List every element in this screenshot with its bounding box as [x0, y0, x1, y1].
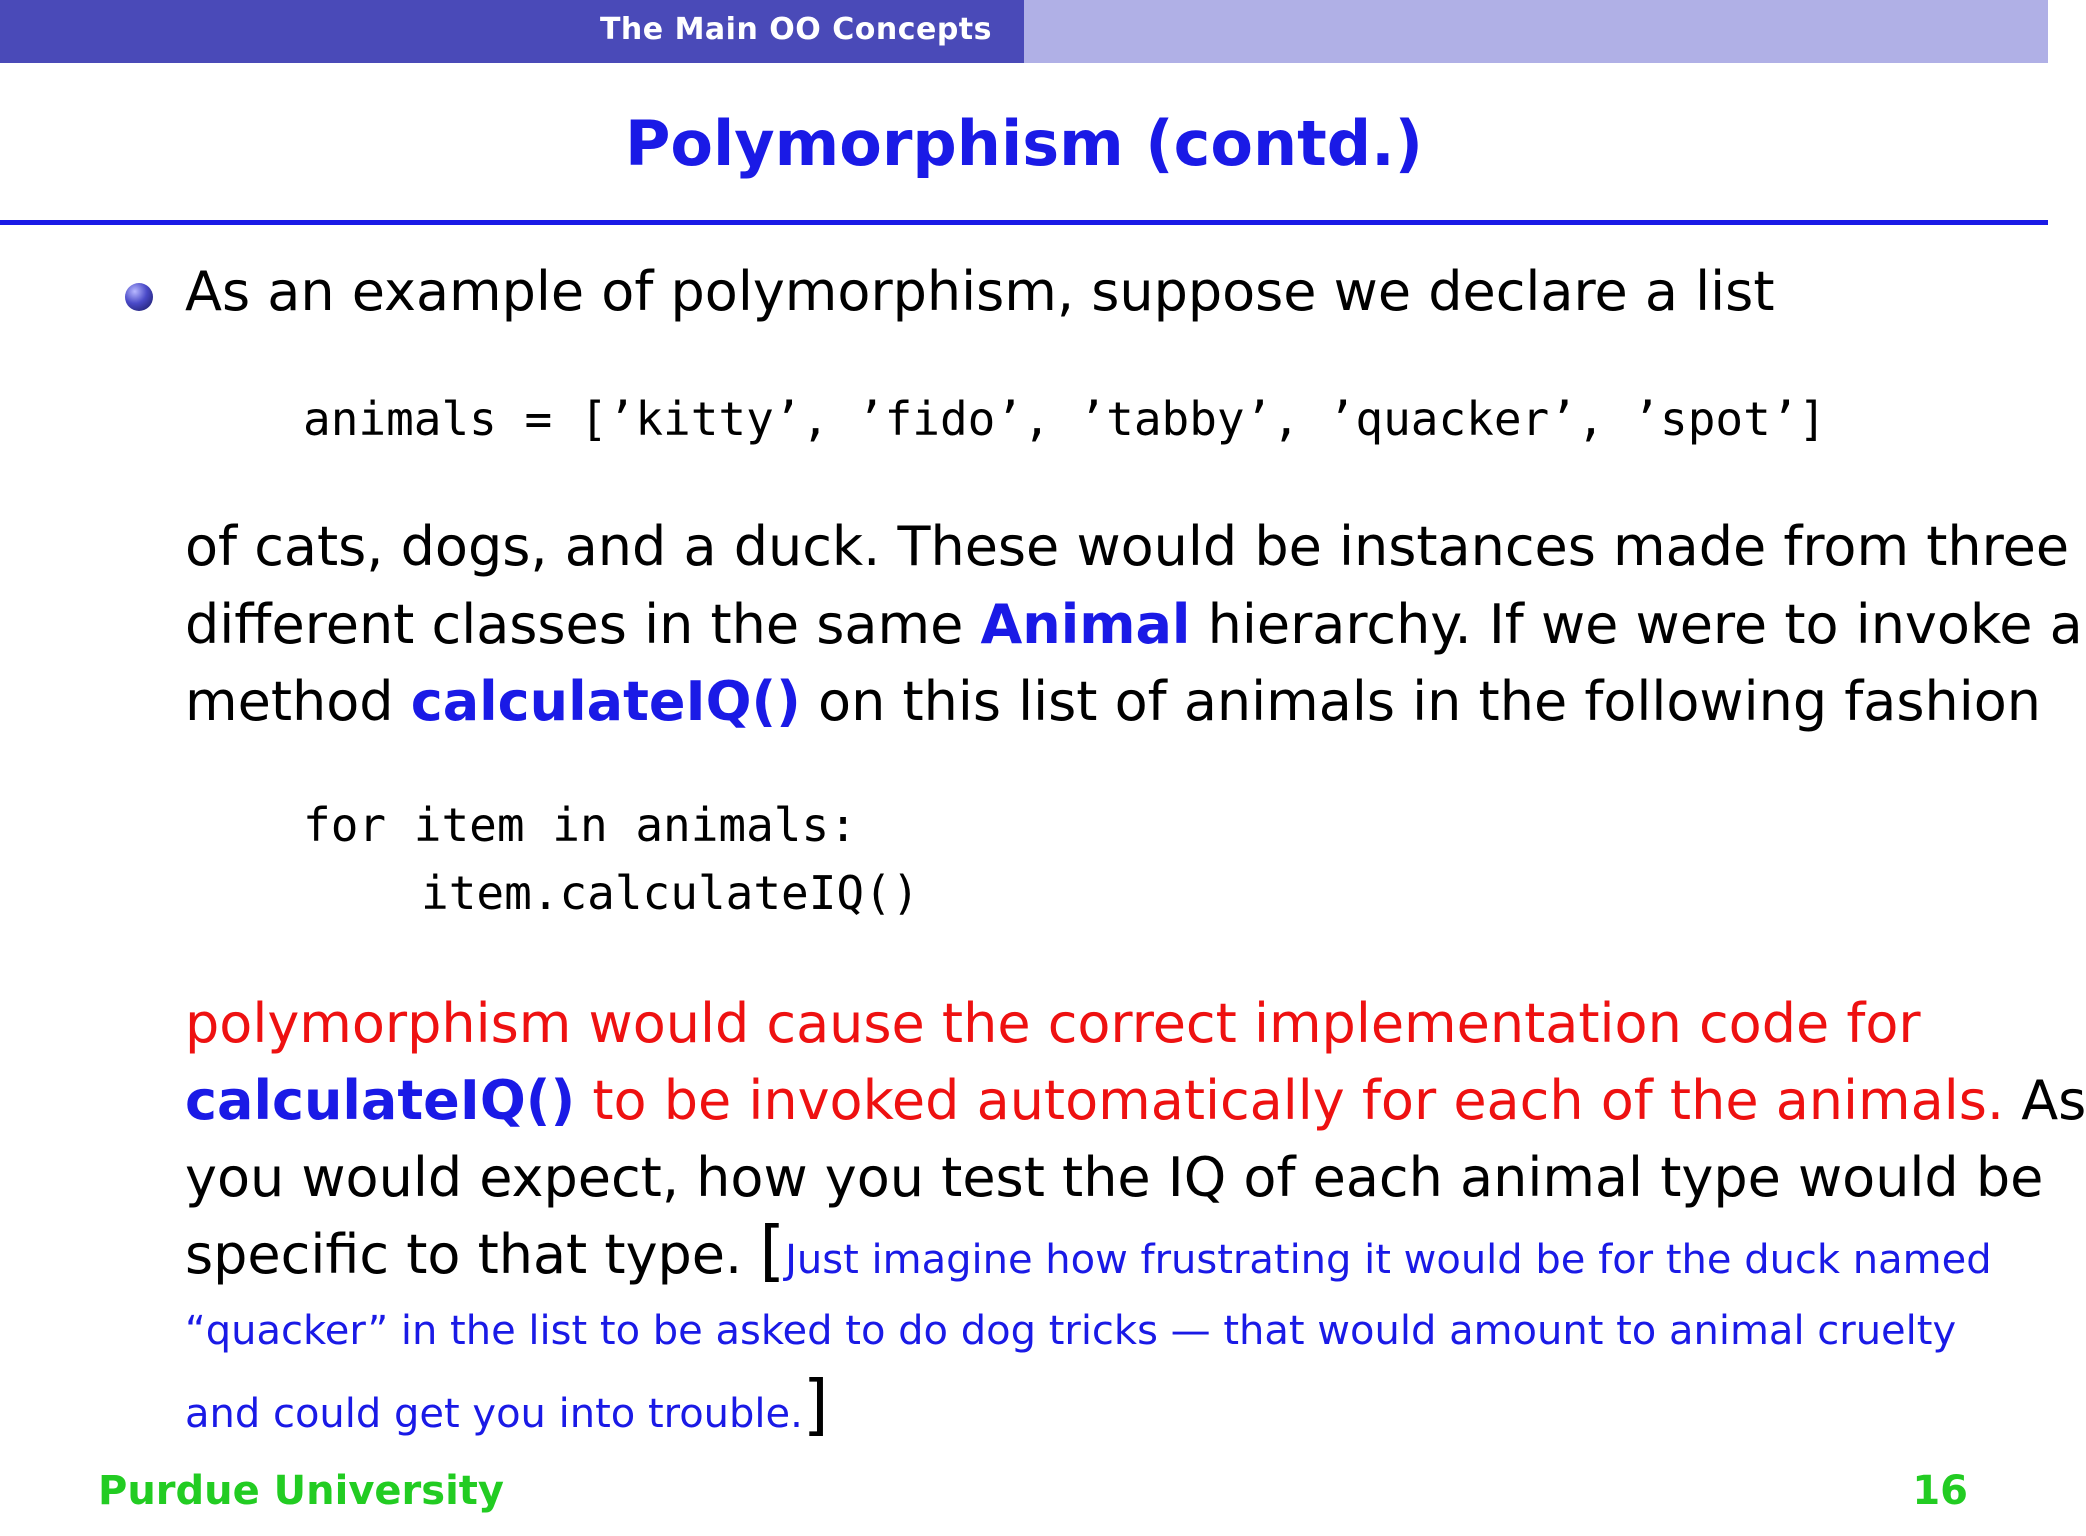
text-span: As: [2004, 1069, 2086, 1132]
title-rule: [0, 220, 2048, 225]
bracket-close: ]: [802, 1366, 829, 1443]
text-span: specific to that type.: [185, 1223, 760, 1286]
text-span: different classes in the same: [185, 593, 981, 656]
paragraph-line: [185, 663, 2041, 740]
code-loop-line: item.calculateIQ(): [421, 866, 920, 920]
aside-note: Just imagine how frustrating it would be for the duck named: [785, 1237, 1992, 1283]
keyword-calculateiq: calculateIQ(): [410, 670, 801, 733]
keyword-calculateiq: calculateIQ(): [185, 1069, 576, 1132]
bracket-open: [: [759, 1212, 786, 1289]
page-number: 16: [1912, 1468, 1968, 1514]
section-title: The Main OO Concepts: [599, 12, 992, 47]
slide-title: Polymorphism (contd.): [624, 107, 1424, 180]
paragraph-line: [185, 1366, 829, 1453]
paragraph-line: you would expect, how you test the IQ of each animal type would be: [185, 1146, 2044, 1209]
aside-note: “quacker” in the list to be asked to do dog tricks — that would amount to animal cruelty: [185, 1308, 1957, 1354]
paragraph-line: [185, 586, 2083, 663]
bullet-icon: [125, 283, 153, 311]
text-span: on this list of animals in the following fashion: [800, 670, 2041, 733]
aside-note: and could get you into trouble.: [185, 1391, 803, 1437]
section-tab: [0, 0, 1024, 63]
intro-text: As an example of polymorphism, suppose we declare a list: [185, 260, 1775, 323]
keyword-animal: Animal: [980, 593, 1191, 656]
text-span: method: [185, 670, 411, 733]
text-span: hierarchy. If we were to invoke a: [1190, 593, 2083, 656]
footer-institution: Purdue University: [98, 1468, 504, 1514]
emphasis-span: to be invoked automatically for each of the animals.: [575, 1069, 2005, 1132]
code-animals-list: animals = [’kitty’, ’fido’, ’tabby’, ’quacker’, ’spot’]: [303, 392, 1827, 446]
emphasis-line: polymorphism would cause the correct implementation code for: [185, 992, 1921, 1055]
code-loop-line: for item in animals:: [303, 798, 857, 852]
paragraph-line: [185, 1062, 2086, 1139]
paragraph-line: [185, 1212, 1992, 1299]
paragraph-line: of cats, dogs, and a duck. These would be instances made from three: [185, 515, 2070, 578]
